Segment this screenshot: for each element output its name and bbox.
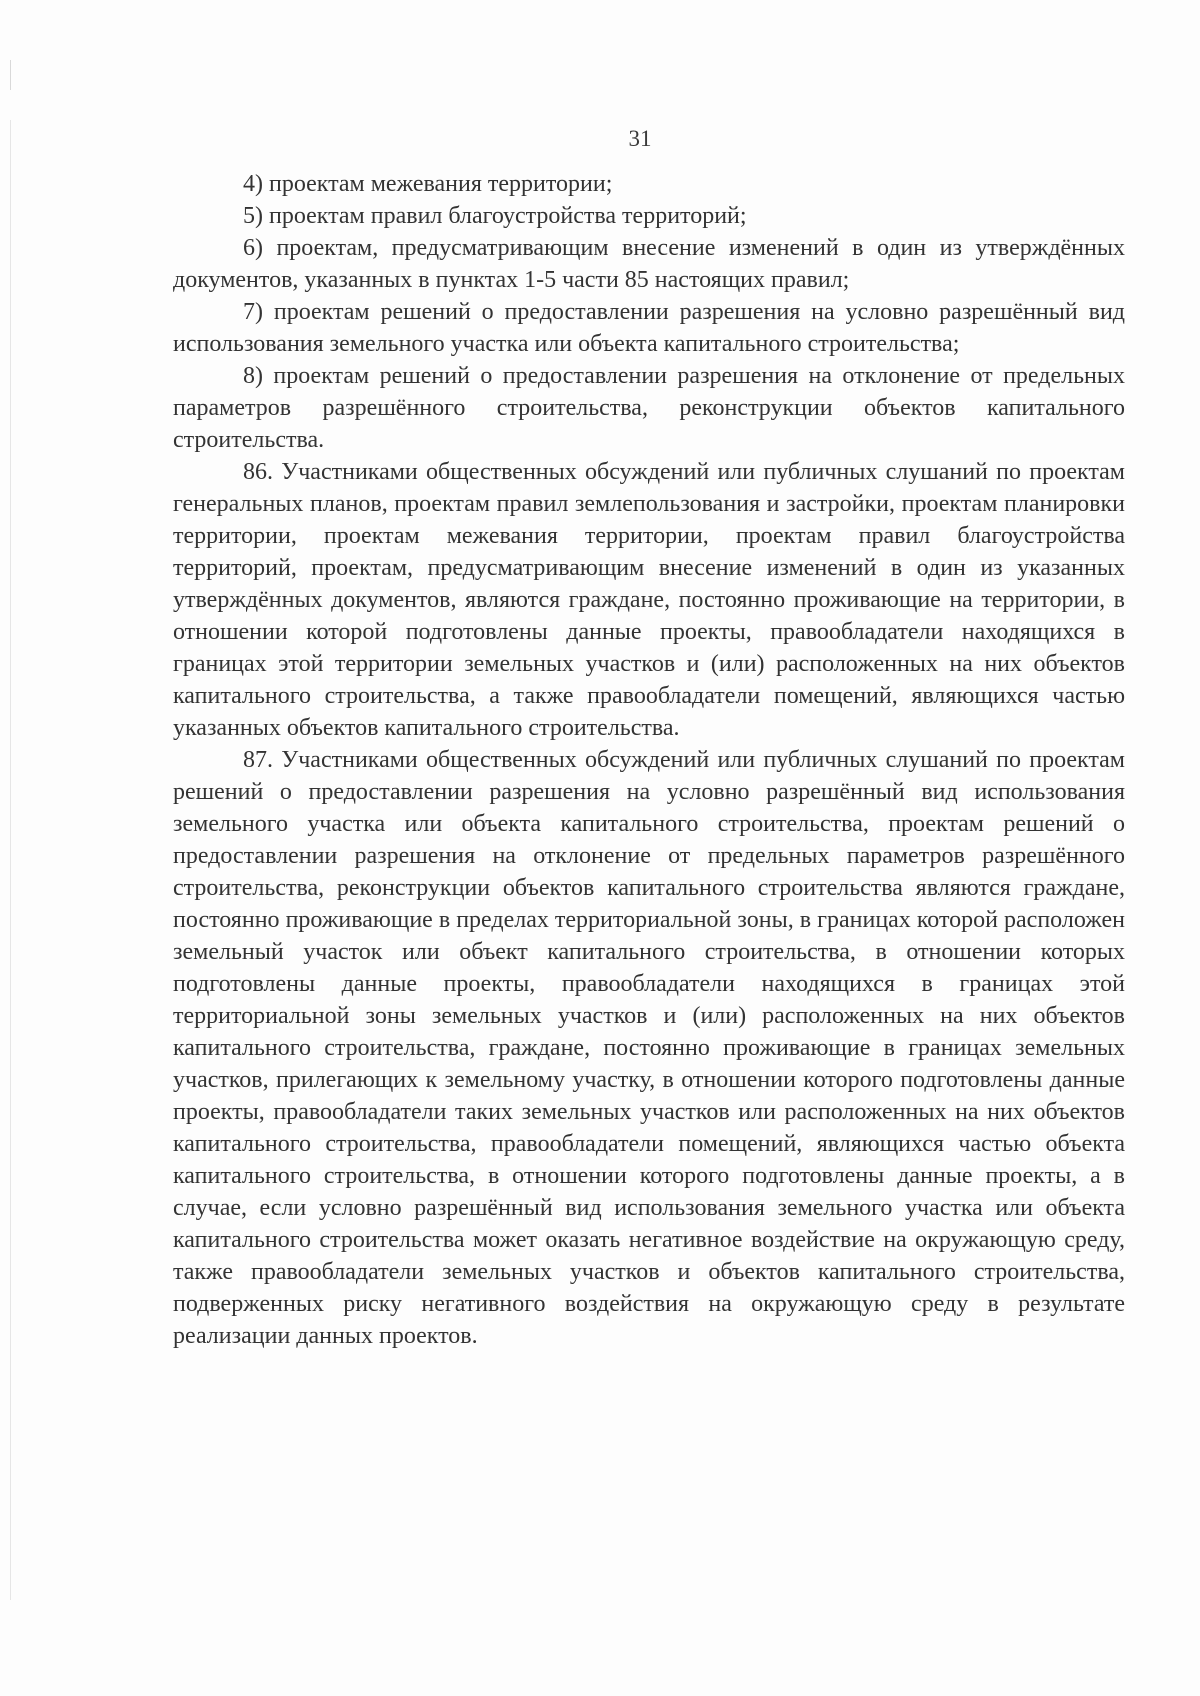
list-item-8: 8) проектам решений о предоставлении разрешения на отклонение от предельных параметров разрешённого строительства, реконструкции объектов капитального строительства.: [173, 363, 1125, 453]
list-item-7: 7) проектам решений о предоставлении разрешения на условно разрешённый вид использования земельного участка или объекта капитального строительства;: [173, 299, 1125, 357]
paragraph-87: 87. Участниками общественных обсуждений или публичных слушаний по проектам решений о предоставлении разрешения на условно разрешённый вид использования земельного участка или объекта капитального строительства, проектам решений о предоставлении разрешения на отклонение от предельных параметров разрешённого строительства, реконструкции объектов капитального строительства являются граждане, постоянно проживающие в пределах территориальной зоны, в границах которой расположен земельный участок или объект капитального строительства, в отношении которых подготовлены данные проекты, правообладатели находящихся в границах этой территориальной зоны земельных участков и (или) расположенных на них объектов капитального строительства, граждане, постоянно проживающие в границах земельных участков, прилегающих к земельному участку, в отношении которого подготовлены данные проекты, правообладатели таких земельных участков или расположенных на них объектов капитального строительства, правообладатели помещений, являющихся частью объекта капитального строительства, в отношении которого подготовлены данные проекты, а в случае, если условно разрешённый вид использования земельного участка или объекта капитального строительства может оказать негативное воздействие на окружающую среду, также правообладатели земельных участков и объектов капитального строительства, подверженных риску негативного воздействия на окружающую среду в результате реализации данных проектов.: [173, 747, 1125, 1349]
paragraph-86: 86. Участниками общественных обсуждений или публичных слушаний по проектам генеральных планов, проектам правил землепользования и застройки, проектам планировки территории, проектам межевания территории, проектам правил благоустройства территорий, проектам, предусматривающим внесение изменений в один из указанных утверждённых документов, являются граждане, постоянно проживающие на территории, в отношении которой подготовлены данные проекты, правообладатели находящихся в границах этой территории земельных участков и (или) расположенных на них объектов капитального строительства, а также правообладатели помещений, являющихся частью указанных объектов капитального строительства.: [173, 459, 1125, 741]
list-item-5: 5) проектам правил благоустройства территорий;: [243, 203, 747, 229]
list-item-6: 6) проектам, предусматривающим внесение изменений в один из утверждённых документов, указанных в пунктах 1-5 части 85 настоящих правил;: [173, 235, 1125, 293]
scan-edge-mark: [10, 120, 11, 1600]
list-item-4: 4) проектам межевания территории;: [243, 171, 613, 197]
document-body: [173, 168, 1125, 1352]
page-number: 31: [628, 126, 652, 151]
scan-edge-mark: [10, 60, 11, 90]
